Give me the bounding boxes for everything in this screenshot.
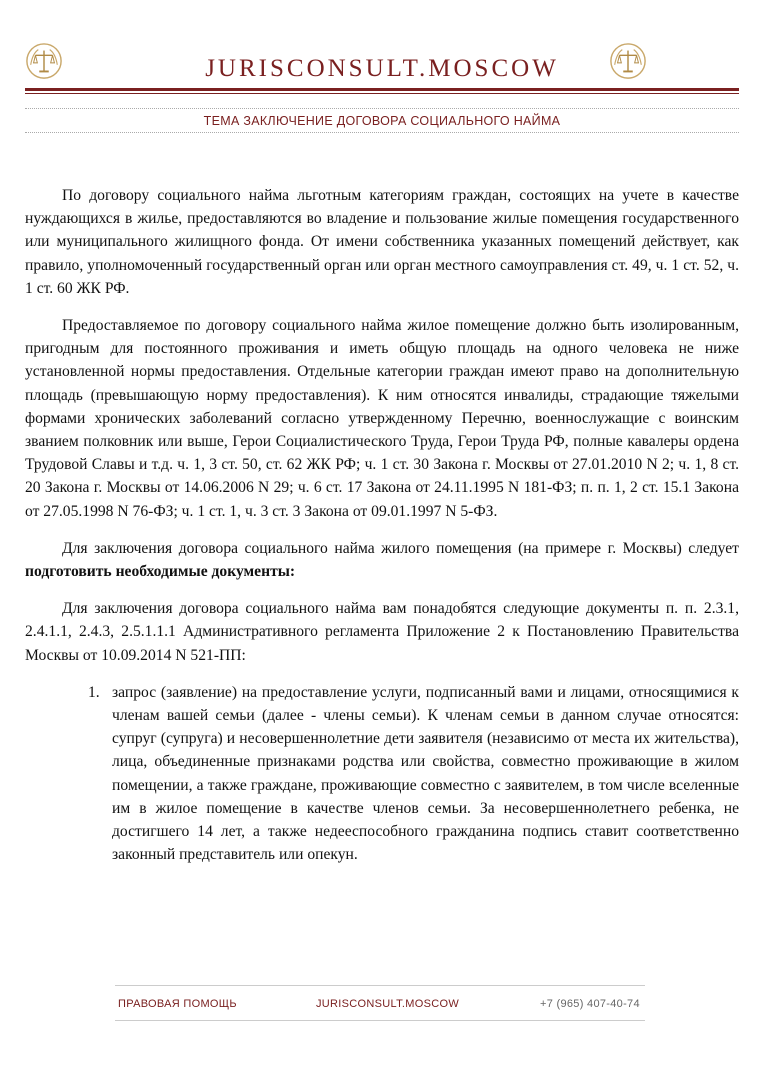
- article-body: [25, 184, 739, 866]
- topic-heading: ТЕМА ЗАКЛЮЧЕНИЕ ДОГОВОРА СОЦИАЛЬНОГО НАЙМА: [203, 114, 561, 128]
- header-rule-thick: [25, 88, 739, 91]
- paragraph: Для заключения договора социального найма вам понадобятся следующие документы п. п. 2.3.1, 2.4.1.1, 2.4.3, 2.5.1.1.1 Административного регламента Приложение 2 к Постановлению Правительства Москвы от 10.09.2014 N 521-ПП:: [25, 600, 739, 664]
- topic-rule-bottom: [25, 132, 739, 133]
- footer-phone[interactable]: +7 (965) 407-40-74: [540, 998, 640, 1010]
- list-item-number: 1.: [88, 683, 100, 701]
- footer-left-text: ПРАВОВАЯ ПОМОЩЬ: [118, 998, 237, 1010]
- paragraph-text: Для заключения договора социального найма жилого помещения (на примере г. Москвы) следует: [62, 539, 739, 557]
- page-header: [0, 0, 764, 140]
- paragraph-bold-text: подготовить необходимые документы:: [25, 563, 296, 581]
- paragraph: [25, 537, 739, 583]
- footer-rule-top: [115, 985, 645, 986]
- documents-list: [25, 681, 739, 867]
- list-item: [88, 681, 739, 867]
- paragraph: Предоставляемое по договору социального найма жилое помещение должно быть изолированным, пригодным для постоянного проживания и иметь общую площадь на одного человека не ниже установленной нормы предоставления. Отдельные категории граждан имеют право на дополнительную площадь (превышающую норму предоставления). К ним относятся инвалиды, страдающие тяжелыми формами хронических заболеваний согласно утвержденному Перечню, военнослужащие с воинским званием полковник или выше, Герои Социалистического Труда, Герои Труда РФ, полные кавалеры ордена Трудовой Славы и т.д. ч. 1, 3 ст. 50, ст. 62 ЖК РФ; ч. 1 ст. 30 Закона г. Москвы от 27.01.2010 N 2; ч. 1, 8 ст. 20 Закона г. Москвы от 14.06.2006 N 29; ч. 6 ст. 17 Закона от 24.11.1995 N 181-ФЗ; п. п. 1, 2 ст. 15.1 Закона от 27.05.1998 N 76-ФЗ; ч. 1 ст. 1, ч. 3 ст. 3 Закона от 09.01.1997 N 5-ФЗ.: [25, 317, 739, 520]
- footer-rule-bottom: [115, 1020, 645, 1021]
- footer-site-link[interactable]: JURISCONSULT.MOSCOW: [316, 998, 460, 1010]
- topic-rule-top: [25, 108, 739, 109]
- list-item-text: запрос (заявление) на предоставление услуги, подписанный вами и лицами, относящимися к членам вашей семьи (далее - члены семьи). К членам семьи в данном случае относятся: супруг (супруга) и несовершеннолетние дети заявителя (независимо от места их жительства), лица, объединенные признаками родства или свойства, совместно проживающие в жилом помещении, а также граждане, проживающие совместно с заявителем, в том числе вселенные им в жилое помещение в качестве членов семьи. За несовершеннолетнего ребенка, не достигшего 14 лет, а также недееспособного гражданина подпись ставит соответственно законный представитель или опекун.: [112, 683, 739, 864]
- site-title: JURISCONSULT.MOSCOW: [205, 55, 559, 82]
- paragraph: По договору социального найма льготным категориям граждан, состоящих на учете в качестве нуждающихся в жилье, предоставляются во владение и пользование жилые помещения государственного или муниципального жилищного фонда. От имени собственника указанных помещений действует, как правило, уполномоченный государственный орган или орган местного самоуправления ст. 49, ч. 1 ст. 52, ч. 1 ст. 60 ЖК РФ.: [25, 187, 739, 297]
- header-rule-thin: [25, 93, 739, 94]
- scales-of-justice-icon: [609, 42, 647, 80]
